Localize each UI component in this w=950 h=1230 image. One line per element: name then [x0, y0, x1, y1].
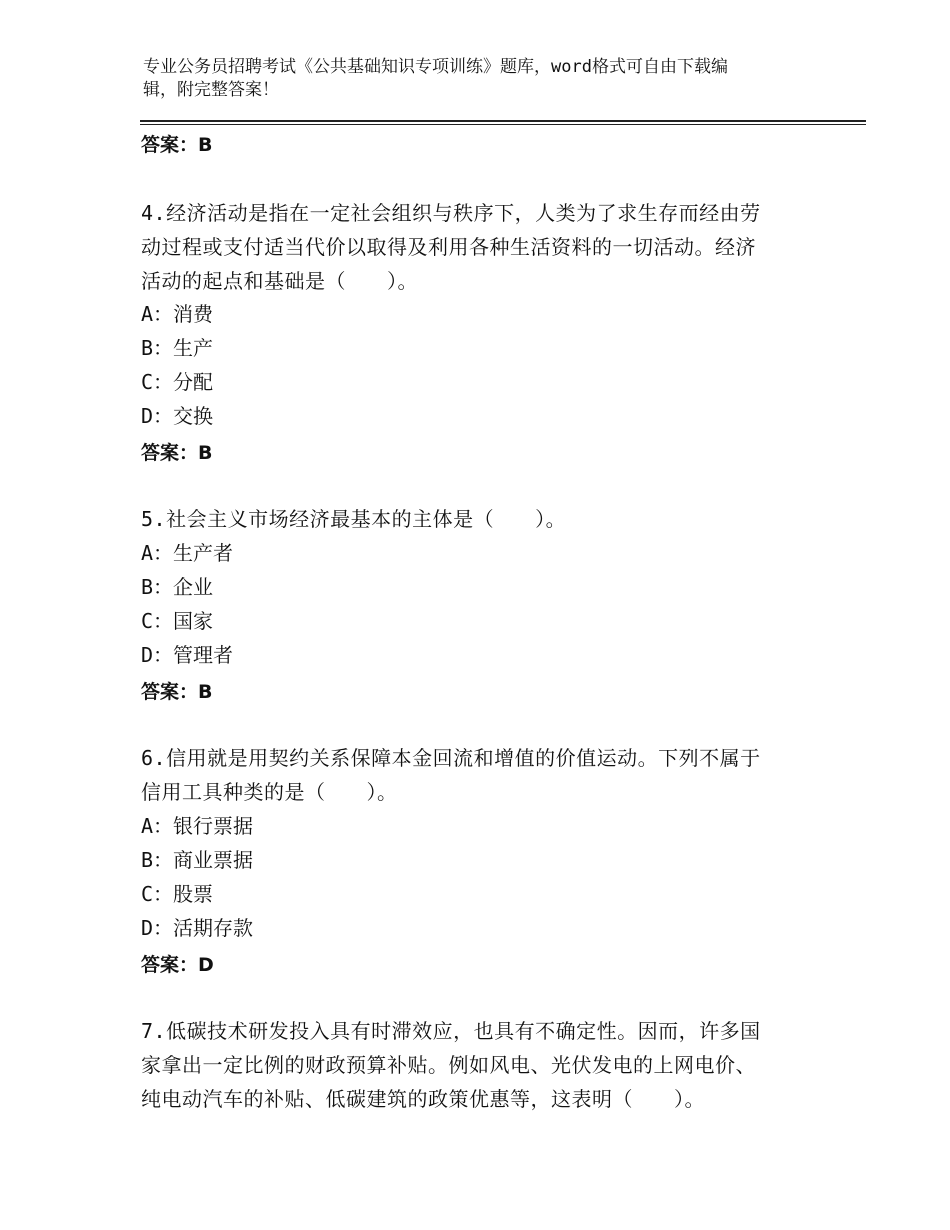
q6-option-a: A：银行票据 [141, 814, 254, 838]
q6-option-d: D：活期存款 [141, 916, 254, 940]
q5-stem-line-1: 5.社会主义市场经济最基本的主体是（ ）。 [141, 507, 567, 531]
q5-stem [141, 502, 801, 536]
q4-stem-line-3: 活动的起点和基础是（ ）。 [141, 269, 418, 293]
q7-stem-line-1: 7.低碳技术研发投入具有时滞效应，也具有不确定性。因而，许多国 [141, 1019, 761, 1043]
q6-stem [141, 741, 801, 809]
header-rule-thick [140, 120, 866, 122]
q4-option-b: B：生产 [141, 336, 214, 360]
q5-option-d: D：管理者 [141, 643, 234, 667]
q4-stem [141, 196, 801, 298]
q4-stem-line-2: 动过程或支付适当代价以取得及利用各种生活资料的一切活动。经济 [141, 235, 756, 259]
q4-option-c: C：分配 [141, 370, 214, 394]
q4-stem-line-1: 4.经济活动是指在一定社会组织与秩序下，人类为了求生存而经由劳 [141, 201, 761, 225]
q4-option-a: A：消费 [141, 302, 214, 326]
q6-option-b: B：商业票据 [141, 848, 254, 872]
q6-answer: 答案：D [141, 954, 214, 976]
q4-answer: 答案：B [141, 442, 213, 464]
q6-stem-line-2: 信用工具种类的是（ ）。 [141, 780, 398, 804]
q3-answer: 答案：B [141, 134, 213, 156]
q5-answer: 答案：B [141, 681, 213, 703]
header-rule-thin [140, 124, 866, 125]
q5-option-a: A：生产者 [141, 541, 234, 565]
q5-option-c: C：国家 [141, 609, 214, 633]
q7-stem-line-3: 纯电动汽车的补贴、低碳建筑的政策优惠等，这表明（ ）。 [141, 1087, 705, 1111]
page-header [143, 56, 783, 102]
q7-stem-line-2: 家拿出一定比例的财政预算补贴。例如风电、光伏发电的上网电价、 [141, 1053, 756, 1077]
header-line-2: 辑，附完整答案！ [143, 80, 279, 100]
q4-option-d: D：交换 [141, 404, 214, 428]
q5-option-b: B：企业 [141, 575, 214, 599]
header-line-1: 专业公务员招聘考试《公共基础知识专项训练》题库，word格式可自由下载编 [143, 57, 728, 77]
q7-stem [141, 1014, 801, 1116]
q6-option-c: C：股票 [141, 882, 214, 906]
q6-stem-line-1: 6.信用就是用契约关系保障本金回流和增值的价值运动。下列不属于 [141, 746, 761, 770]
